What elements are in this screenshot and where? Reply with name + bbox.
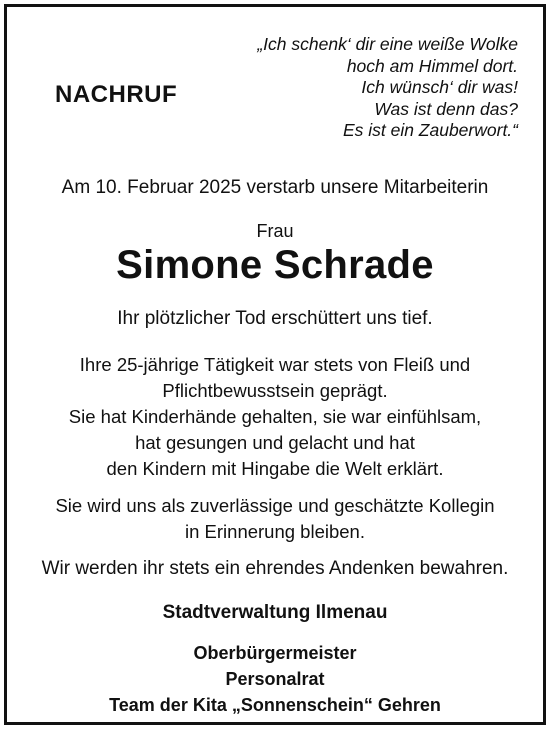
poem-line: „Ich schenk‘ dir eine weiße Wolke (257, 34, 518, 54)
death-announcement: Am 10. Februar 2025 verstarb unsere Mitarbeiterin (61, 177, 489, 198)
signatory-line: Team der Kita „Sonnenschein“ Gehren (109, 695, 441, 715)
tribute-line: den Kindern mit Hingabe die Welt erklärt. (106, 458, 444, 479)
remembrance-line: in Erinnerung bleiben. (185, 521, 365, 542)
poem-line: hoch am Himmel dort. (346, 55, 518, 76)
loss-statement: Ihr plötzlicher Tod erschüttert uns tief. (117, 308, 433, 329)
tribute-line: Pflichtbewusstsein geprägt. (162, 380, 388, 401)
tribute-paragraph (7, 352, 543, 482)
obituary-title: NACHRUF (55, 81, 178, 108)
signatory-organization: Stadtverwaltung Ilmenau (162, 602, 388, 623)
obituary-frame (4, 4, 546, 725)
signatory-list (7, 640, 543, 718)
poem-line: Was ist denn das? (374, 98, 518, 119)
poem-line: Es ist ein Zauberwort.“ (342, 120, 518, 141)
tribute-line: Sie hat Kinderhände gehalten, sie war einfühlsam, (68, 406, 482, 427)
salutation: Frau (256, 221, 294, 241)
tribute-line: hat gesungen und gelacht und hat (135, 432, 415, 453)
poem-quote (218, 34, 518, 142)
signatory-line: Oberbürgermeister (193, 643, 357, 663)
deceased-name: Simone Schrade (116, 243, 434, 287)
tribute-line: Ihre 25-jährige Tätigkeit war stets von Fleiß und (79, 354, 471, 375)
poem-line: Ich wünsch‘ dir was! (361, 77, 518, 98)
remembrance-paragraph (7, 493, 543, 545)
signatory-line: Personalrat (225, 669, 325, 689)
closing-statement: Wir werden ihr stets ein ehrendes Andenken bewahren. (41, 558, 509, 579)
remembrance-line: Sie wird uns als zuverlässige und geschätzte Kollegin (55, 495, 495, 516)
